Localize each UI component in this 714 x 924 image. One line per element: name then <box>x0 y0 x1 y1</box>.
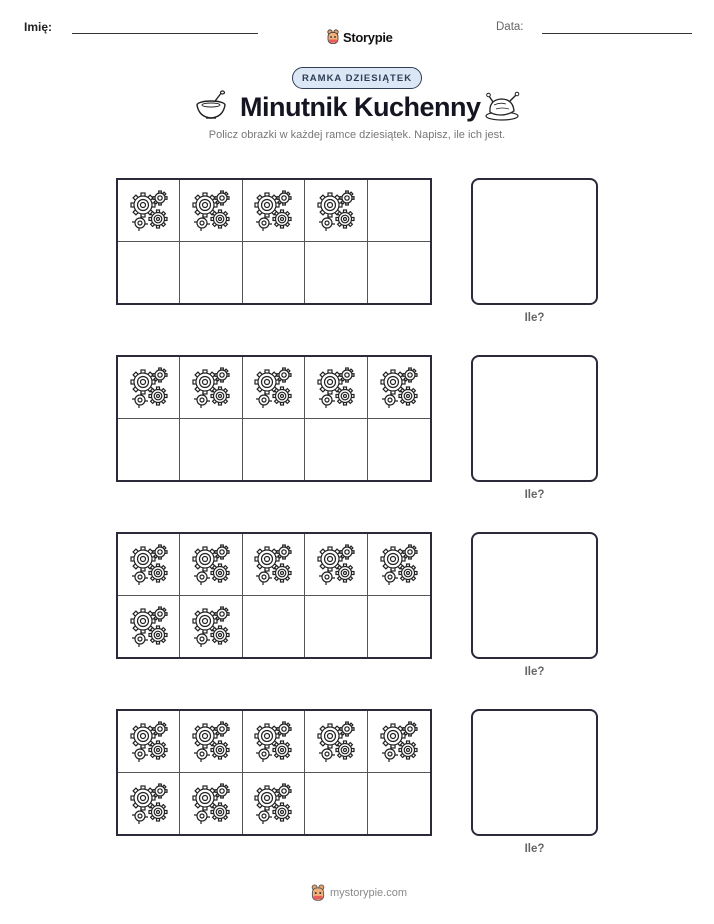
ten-frame-cell <box>118 419 180 481</box>
ten-frame-exercise <box>0 709 714 869</box>
gears-icon <box>316 543 356 585</box>
ten-frame-cell <box>243 419 305 481</box>
mixing-bowl-icon <box>194 90 228 122</box>
ten-frame-cell <box>118 242 180 304</box>
ten-frame-cell <box>305 534 367 596</box>
gears-icon <box>191 543 231 585</box>
gears-icon <box>191 366 231 408</box>
ten-frame-cell <box>180 357 242 419</box>
ten-frame-cell <box>368 357 430 419</box>
gears-icon <box>253 189 293 231</box>
gears-icon <box>379 366 419 408</box>
title-row <box>0 90 714 126</box>
ten-frame-cell <box>180 180 242 242</box>
storypie-logo-icon <box>326 29 340 45</box>
ten-frame-cell <box>180 773 242 835</box>
answer-label: Ile? <box>524 666 545 678</box>
worksheet-badge: RAMKA DZIESIĄTEK <box>292 67 422 89</box>
gears-icon <box>129 782 169 824</box>
date-field[interactable] <box>542 33 692 34</box>
ten-frame-cell <box>305 596 367 658</box>
ten-frame <box>116 709 432 836</box>
roast-turkey-icon <box>484 90 520 122</box>
name-field[interactable] <box>72 33 258 34</box>
ten-frame <box>116 355 432 482</box>
ten-frame-cell <box>368 419 430 481</box>
gears-icon <box>379 543 419 585</box>
answer-label: Ile? <box>524 312 545 324</box>
ten-frame-cell <box>368 242 430 304</box>
ten-frame-cell <box>180 419 242 481</box>
gears-icon <box>191 720 231 762</box>
ten-frame-cell <box>368 773 430 835</box>
ten-frame <box>116 178 432 305</box>
ten-frame-exercise <box>0 532 714 692</box>
ten-frame-cell <box>368 711 430 773</box>
date-label: Data: <box>496 21 524 33</box>
storypie-logo-icon <box>310 884 326 902</box>
gears-icon <box>129 366 169 408</box>
gears-icon <box>253 720 293 762</box>
answer-label: Ile? <box>524 489 545 501</box>
ten-frame-cell <box>180 242 242 304</box>
ten-frame-cell <box>180 596 242 658</box>
ten-frame-cell <box>243 773 305 835</box>
answer-box[interactable] <box>471 355 598 482</box>
ten-frame-exercise <box>0 355 714 515</box>
gears-icon <box>316 189 356 231</box>
ten-frame-cell <box>368 596 430 658</box>
footer-url[interactable]: mystorypie.com <box>330 887 408 899</box>
gears-icon <box>253 366 293 408</box>
gears-icon <box>316 366 356 408</box>
ten-frame-cell <box>243 711 305 773</box>
ten-frame-cell <box>305 773 367 835</box>
gears-icon <box>129 720 169 762</box>
gears-icon <box>191 782 231 824</box>
ten-frame-cell <box>305 180 367 242</box>
ten-frame-cell <box>243 242 305 304</box>
ten-frame <box>116 532 432 659</box>
ten-frame-exercise <box>0 178 714 338</box>
ten-frame-cell <box>305 419 367 481</box>
ten-frame-cell <box>305 357 367 419</box>
gears-icon <box>191 605 231 647</box>
ten-frame-cell <box>118 534 180 596</box>
ten-frame-cell <box>180 711 242 773</box>
ten-frame-cell <box>305 242 367 304</box>
ten-frame-cell <box>180 534 242 596</box>
brand-name: Storypie <box>343 29 393 45</box>
ten-frame-cell <box>368 534 430 596</box>
instructions: Policz obrazki w każdej ramce dziesiątek. Napisz, ile ich jest. <box>208 129 506 141</box>
brand <box>326 28 393 46</box>
ten-frame-cell <box>243 180 305 242</box>
ten-frame-cell <box>368 180 430 242</box>
ten-frame-cell <box>118 357 180 419</box>
answer-box[interactable] <box>471 178 598 305</box>
header <box>0 14 714 45</box>
ten-frame-cell <box>118 711 180 773</box>
gears-icon <box>191 189 231 231</box>
answer-label: Ile? <box>524 843 545 855</box>
name-label: Imię: <box>24 20 53 34</box>
ten-frame-cell <box>243 596 305 658</box>
gears-icon <box>379 720 419 762</box>
ten-frame-cell <box>243 357 305 419</box>
answer-box[interactable] <box>471 709 598 836</box>
gears-icon <box>316 720 356 762</box>
footer <box>310 884 407 902</box>
gears-icon <box>253 543 293 585</box>
gears-icon <box>129 605 169 647</box>
page-title: Minutnik Kuchenny <box>240 92 481 122</box>
ten-frame-cell <box>118 773 180 835</box>
gears-icon <box>129 189 169 231</box>
answer-box[interactable] <box>471 532 598 659</box>
ten-frame-cell <box>305 711 367 773</box>
ten-frame-cell <box>243 534 305 596</box>
gears-icon <box>129 543 169 585</box>
gears-icon <box>253 782 293 824</box>
ten-frame-cell <box>118 180 180 242</box>
ten-frame-cell <box>118 596 180 658</box>
